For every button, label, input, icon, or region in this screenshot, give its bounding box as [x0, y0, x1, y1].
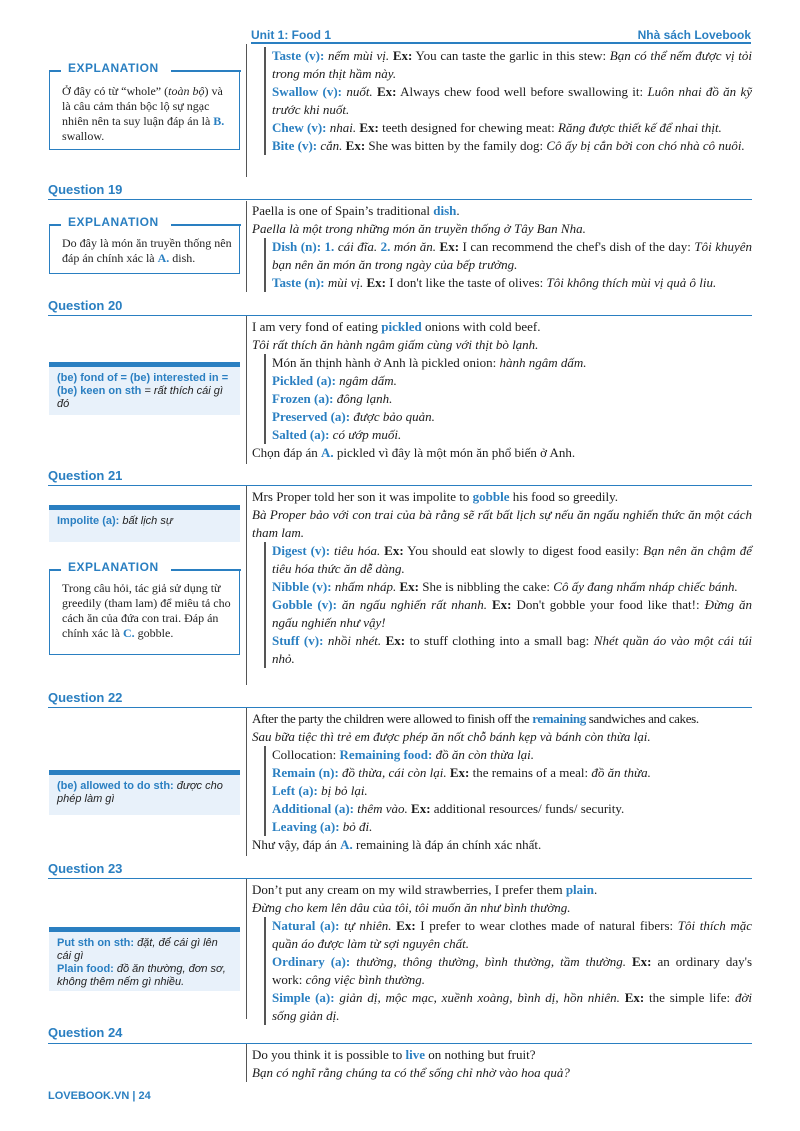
sentence-translation: Bạn có nghĩ rằng chúng ta có thể sống chỉ nhờ vào hoa quả? — [252, 1065, 570, 1080]
q23-content — [252, 881, 752, 1025]
q22-content — [252, 710, 752, 854]
question-sentence: Paella is one of Spain’s traditional dish. — [252, 203, 460, 218]
definition-item: Nibble (v): nhấm nháp. Ex: She is nibbling the cake: Cô ấy đang nhấm nháp chiếc bánh. — [272, 579, 738, 594]
question-rule — [48, 707, 752, 708]
definition-item: Bite (v): cắn. Ex: She was bitten by the family dog: Cô ấy bị cắn bởi con chó nhà cô nuôi. — [272, 138, 745, 153]
question-sentence: After the party the children were allowed to finish off the remaining sandwiches and cakes. — [252, 711, 699, 726]
column-rule — [246, 879, 247, 1019]
definition-item: Gobble (v): ăn ngấu nghiến rất nhanh. Ex: Don't gobble your food like that!: Đừng ăn ngấu nghiến như vậy! — [272, 597, 753, 630]
question-sentence: Don’t put any cream on my wild strawberries, I prefer them plain. — [252, 882, 598, 897]
column-rule — [246, 201, 247, 292]
page-number: 24 — [138, 1090, 151, 1102]
question-rule — [48, 315, 752, 316]
explanation-title: EXPLANATION — [64, 560, 163, 575]
question-sentence: Do you think it is possible to live on nothing but fruit? — [252, 1047, 536, 1062]
column-rule — [246, 44, 247, 177]
q24-content — [252, 1046, 752, 1082]
explanation-box — [49, 215, 240, 274]
explanation-text: Do đây là món ăn truyền thống nên đáp án chính xác là A. dish. — [62, 236, 232, 265]
definition-item: Frozen (a): đông lạnh. — [272, 391, 393, 406]
definition-item: Stuff (v): nhồi nhét. Ex: to stuff clothing into a small bag: Nhét quần áo vào một cái túi nhỏ. — [272, 633, 753, 666]
column-rule — [246, 708, 247, 856]
page-footer — [48, 1087, 151, 1105]
question-sentence: I am very fond of eating pickled onions with cold beef. — [252, 319, 541, 334]
note-box: Impolite (a): bất lịch sự — [49, 505, 240, 542]
definition-item: Pickled (a): ngâm dấm. — [272, 373, 397, 388]
definition-item: Left (a): bị bỏ lại. — [272, 783, 368, 798]
column-rule — [246, 316, 247, 464]
sentence-translation: Paella là một trong những món ăn truyền thống ở Tây Ban Nha. — [252, 221, 586, 236]
definition-item: Leaving (a): bỏ đi. — [272, 819, 373, 834]
publisher-name: Nhà sách Lovebook — [637, 28, 751, 42]
question-21-heading: Question 21 — [48, 468, 123, 483]
definition-item: Digest (v): tiêu hóa. Ex: You should eat slowly to digest food easily: Bạn nên ăn chậm để tiêu hóa thức ăn dễ dàng. — [272, 543, 753, 576]
question-rule — [48, 878, 752, 879]
question-rule — [48, 485, 752, 486]
question-19-heading: Question 19 — [48, 182, 123, 197]
definition-item: Món ăn thịnh hành ở Anh là pickled onion: hành ngâm dấm. — [272, 355, 587, 370]
q20-content — [252, 318, 752, 462]
sentence-translation: Đừng cho kem lên dâu của tôi, tôi muốn ăn như bình thường. — [252, 900, 571, 915]
page-header — [251, 24, 751, 42]
explanation-title: EXPLANATION — [64, 215, 163, 230]
definition-item: Natural (a): tự nhiên. Ex: I prefer to wear clothes made of natural fibers: Tôi thích mặc quần áo được làm từ sợi nguyên chất. — [272, 918, 752, 951]
unit-title: Unit 1: Food 1 — [251, 28, 331, 42]
explanation-box — [49, 560, 240, 655]
column-rule — [246, 486, 247, 685]
question-23-heading: Question 23 — [48, 861, 123, 876]
header-rule — [251, 42, 751, 44]
definition-item: Dish (n): 1. cái đĩa. 2. món ăn. Ex: I can recommend the chef's dish of the day: Tôi khuyên bạn nên ăn món ăn trong ngày của bếp trưởng. — [272, 239, 753, 272]
sentence-translation: Tôi rất thích ăn hành ngâm giấm cùng với thịt bò lạnh. — [252, 337, 539, 352]
footer-separator: | — [132, 1090, 136, 1102]
note-box: (be) fond of = (be) interested in = (be) keen on sth = rất thích cái gì đó — [49, 362, 240, 415]
explanation-text: Ở đây có từ “whole” (toàn bộ) và là câu cảm thán bộc lộ sự ngạc nhiên nên ta suy luận đáp án là B. swallow. — [62, 84, 225, 143]
definition-item: Taste (v): nếm mùi vị. Ex: You can taste the garlic in this stew: Bạn có thể nếm được vị tỏi trong món thịt hầm này. — [272, 48, 753, 81]
note-box: Put sth on sth: đặt, để cái gì lên cái gì Plain food: đồ ăn thường, đơn sơ, không thêm nếm gì nhiều. — [49, 927, 240, 991]
question-rule — [48, 1043, 752, 1044]
conclusion: Chọn đáp án A. pickled vì đây là một món ăn phổ biến ở Anh. — [252, 445, 576, 460]
definition-item: Swallow (v): nuốt. Ex: Always chew food well before swallowing it: Luôn nhai đồ ăn kỹ trước khi nuốt. — [272, 84, 753, 117]
explanation-text: Trong câu hỏi, tác giả sử dụng từ greedily (tham lam) để miêu tả cho cách ăn của đứa con trai. Đáp án chính xác là C. gobble. — [62, 581, 231, 640]
conclusion: Như vậy, đáp án A. remaining là đáp án chính xác nhất. — [252, 837, 542, 852]
question-rule — [48, 199, 752, 200]
definition-item: Collocation: Remaining food: đồ ăn còn thừa lại. — [272, 747, 535, 762]
q19-content — [252, 202, 752, 292]
definition-item: Preserved (a): được bảo quản. — [272, 409, 435, 424]
sentence-translation: Bà Proper bảo với con trai của bà rằng sẽ rất bất lịch sự nếu ăn ngấu nghiến thức ăn một cách tham lam. — [252, 507, 752, 540]
column-rule — [246, 1044, 247, 1082]
definition-item: Remain (n): đồ thừa, cái còn lại. Ex: the remains of a meal: đồ ăn thừa. — [272, 765, 651, 780]
question-sentence: Mrs Proper told her son it was impolite to gobble his food so greedily. — [252, 489, 619, 504]
question-20-heading: Question 20 — [48, 298, 123, 313]
q21-content — [252, 488, 752, 668]
q18-definitions — [252, 47, 752, 155]
definition-item: Additional (a): thêm vào. Ex: additional resources/ funds/ security. — [272, 801, 625, 816]
definition-item: Simple (a): giản dị, mộc mạc, xuềnh xoàng, bình dị, hồn nhiên. Ex: the simple life: đời sống giản dị. — [272, 990, 753, 1023]
definition-item: Chew (v): nhai. Ex: teeth designed for chewing meat: Răng được thiết kế để nhai thịt. — [272, 120, 722, 135]
sentence-translation: Sau bữa tiệc thì trẻ em được phép ăn nốt chỗ bánh kẹp và bánh còn thừa lại. — [252, 729, 651, 744]
definition-item: Taste (n): mùi vị. Ex: I don't like the taste of olives: Tôi không thích mùi vị quả ô liu. — [272, 275, 717, 290]
question-22-heading: Question 22 — [48, 690, 123, 705]
note-box: (be) allowed to do sth: được cho phép làm gì — [49, 770, 240, 815]
footer-site: LOVEBOOK.VN — [48, 1090, 130, 1102]
definition-item: Ordinary (a): thường, thông thường, bình thường, tầm thường. Ex: an ordinary day's work: công việc bình thường. — [272, 954, 752, 987]
definition-item: Salted (a): có ướp muối. — [272, 427, 402, 442]
question-24-heading: Question 24 — [48, 1025, 123, 1040]
explanation-title: EXPLANATION — [64, 61, 163, 76]
explanation-box — [49, 61, 240, 150]
